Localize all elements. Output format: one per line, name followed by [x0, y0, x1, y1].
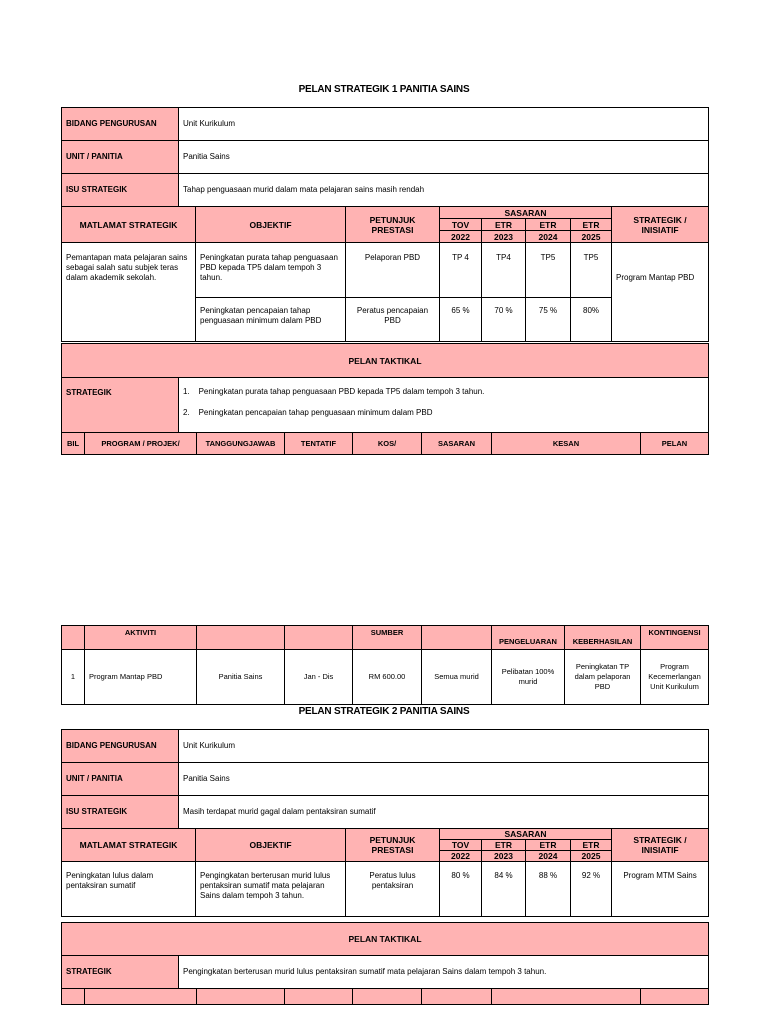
objektif-text: Peningkatan purata tahap penguasaan PBD kepada TP5 dalam tempoh 3 tahun.: [196, 243, 346, 298]
sasaran-header: SASARAN: [440, 829, 612, 840]
isu-label: ISU STRATEGIK: [62, 174, 179, 207]
plan2-info-table: [61, 729, 709, 829]
col-kos: KOS/: [353, 433, 422, 455]
strategik-label: STRATEGIK: [62, 378, 179, 433]
unit-value: Panitia Sains: [179, 763, 709, 796]
col-blank: [62, 626, 85, 650]
petunjuk-text: Pelaporan PBD: [346, 243, 440, 298]
petunjuk-text: Peratus lulus pentaksiran: [346, 862, 440, 917]
matlamat-text: Pemantapan mata pelajaran sains sebagai salah satu subjek teras dalam akademik sekolah.: [62, 243, 196, 342]
pelan-taktikal-header: PELAN TAKTIKAL: [62, 344, 709, 378]
etr-header: ETR: [526, 840, 571, 851]
item-number: 2.: [183, 408, 190, 417]
col-kesan: KESAN: [492, 433, 641, 455]
table-cell: [422, 989, 492, 1005]
row-kontingensi: Program Kecemerlangan Unit Kurikulum: [641, 650, 709, 705]
col-kontingensi: KONTINGENSI: [641, 626, 709, 650]
year-header: 2023: [482, 851, 526, 862]
etr-header: ETR: [482, 219, 526, 231]
col-pengeluaran: PENGELUARAN: [492, 626, 565, 650]
unit-value: Panitia Sains: [179, 141, 709, 174]
year-header: 2022: [440, 851, 482, 862]
col-aktiviti: AKTIVITI: [85, 626, 197, 650]
etr-value: TP4: [482, 243, 526, 298]
objektif-header: OBJEKTIF: [196, 829, 346, 862]
strategik-header: STRATEGIK / INISIATIF: [612, 829, 709, 862]
tov-header: TOV: [440, 840, 482, 851]
strategik-item: [183, 408, 704, 418]
unit-label: UNIT / PANITIA: [62, 141, 179, 174]
col-sumber: SUMBER: [353, 626, 422, 650]
etr-value: TP5: [526, 243, 571, 298]
etr-value: 80%: [571, 298, 612, 342]
etr-value: 70 %: [482, 298, 526, 342]
year-header: 2023: [482, 231, 526, 243]
isu-value: Tahap penguasaan murid dalam mata pelajaran sains masih rendah: [179, 174, 709, 207]
strategik-text: Pengingkatan berterusan murid lulus pentaksiran sumatif mata pelajaran Sains dalam tempoh 3 tahun.: [179, 956, 709, 989]
plan2-tactical-table: [61, 922, 709, 989]
matlamat-text: Peningkatan lulus dalam pentaksiran sumatif: [62, 862, 196, 917]
plan1-tactical-table: [61, 343, 709, 433]
bidang-value: Unit Kurikulum: [179, 108, 709, 141]
bidang-label: BIDANG PENGURUSAN: [62, 730, 179, 763]
petunjuk-text: Peratus pencapaian PBD: [346, 298, 440, 342]
objektif-text: Peningkatan pencapaian tahap penguasaan minimum dalam PBD: [196, 298, 346, 342]
tov-value: TP 4: [440, 243, 482, 298]
tov-value: 80 %: [440, 862, 482, 917]
plan1-objectives-table: [61, 206, 709, 342]
row-pengeluaran: Pelibatan 100% murid: [492, 650, 565, 705]
table-cell: [197, 989, 285, 1005]
row-tanggungjawab: Panitia Sains: [197, 650, 285, 705]
row-keberhasilan: Peningkatan TP dalam pelaporan PBD: [565, 650, 641, 705]
etr-value: 75 %: [526, 298, 571, 342]
item-number: 1.: [183, 387, 190, 396]
bidang-label: BIDANG PENGURUSAN: [62, 108, 179, 141]
strategik-text: Program MTM Sains: [612, 862, 709, 917]
etr-header: ETR: [571, 840, 612, 851]
etr-header: ETR: [482, 840, 526, 851]
col-sasaran: SASARAN: [422, 433, 492, 455]
col-tanggungjawab: TANGGUNGJAWAB: [197, 433, 285, 455]
table-cell: [285, 989, 353, 1005]
isu-label: ISU STRATEGIK: [62, 796, 179, 829]
col-tentatif: TENTATIF: [285, 433, 353, 455]
tov-value: 65 %: [440, 298, 482, 342]
col-keberhasilan: KEBERHASILAN: [565, 626, 641, 650]
strategik-item: [183, 387, 704, 397]
sasaran-header: SASARAN: [440, 207, 612, 219]
unit-label: UNIT / PANITIA: [62, 763, 179, 796]
table-cell: [641, 989, 709, 1005]
col-program: PROGRAM / PROJEK/: [85, 433, 197, 455]
col-blank: [197, 626, 285, 650]
petunjuk-header: PETUNJUK PRESTASI: [346, 207, 440, 243]
bidang-value: Unit Kurikulum: [179, 730, 709, 763]
year-header: 2025: [571, 851, 612, 862]
strategik-header: STRATEGIK / INISIATIF: [612, 207, 709, 243]
col-blank: [422, 626, 492, 650]
plan2-objectives-table: [61, 828, 709, 917]
petunjuk-header: PETUNJUK PRESTASI: [346, 829, 440, 862]
plan1-info-table: [61, 107, 709, 207]
table-cell: [62, 989, 85, 1005]
col-pelan: PELAN: [641, 433, 709, 455]
matlamat-header: MATLAMAT STRATEGIK: [62, 829, 196, 862]
objektif-text: Pengingkatan berterusan murid lulus pentaksiran sumatif mata pelajaran Sains dalam tempoh 3 tahun.: [196, 862, 346, 917]
etr-value: 88 %: [526, 862, 571, 917]
table-cell: [353, 989, 422, 1005]
plan1-title: PELAN STRATEGIK 1 PANITIA SAINS: [298, 84, 470, 95]
year-header: 2025: [571, 231, 612, 243]
isu-value: Masih terdapat murid gagal dalam pentaksiran sumatif: [179, 796, 709, 829]
etr-value: 84 %: [482, 862, 526, 917]
row-kos: RM 600.00: [353, 650, 422, 705]
row-program: Program Mantap PBD: [85, 650, 197, 705]
row-sasaran: Semua murid: [422, 650, 492, 705]
etr-value: 92 %: [571, 862, 612, 917]
table-cell: [492, 989, 641, 1005]
row-tentatif: Jan - Dis: [285, 650, 353, 705]
row-bil: 1: [62, 650, 85, 705]
strategik-text: Program Mantap PBD: [612, 243, 709, 342]
col-bil: BIL: [62, 433, 85, 455]
year-header: 2022: [440, 231, 482, 243]
objektif-header: OBJEKTIF: [196, 207, 346, 243]
etr-value: TP5: [571, 243, 612, 298]
matlamat-header: MATLAMAT STRATEGIK: [62, 207, 196, 243]
continuation-table: [61, 625, 709, 705]
year-header: 2024: [526, 231, 571, 243]
table-cell: [85, 989, 197, 1005]
strategik-list: [179, 378, 709, 433]
plan2-title: PELAN STRATEGIK 2 PANITIA SAINS: [298, 706, 470, 717]
plan1-program-header: [61, 432, 709, 455]
strategik-label: STRATEGIK: [62, 956, 179, 989]
year-header: 2024: [526, 851, 571, 862]
item-text: Peningkatan pencapaian tahap penguasaan minimum dalam PBD: [198, 408, 433, 417]
col-blank: [285, 626, 353, 650]
pelan-taktikal-header: PELAN TAKTIKAL: [62, 923, 709, 956]
etr-header: ETR: [571, 219, 612, 231]
etr-header: ETR: [526, 219, 571, 231]
plan2-program-header: [61, 988, 709, 1005]
item-text: Peningkatan purata tahap penguasaan PBD kepada TP5 dalam tempoh 3 tahun.: [198, 387, 485, 396]
tov-header: TOV: [440, 219, 482, 231]
